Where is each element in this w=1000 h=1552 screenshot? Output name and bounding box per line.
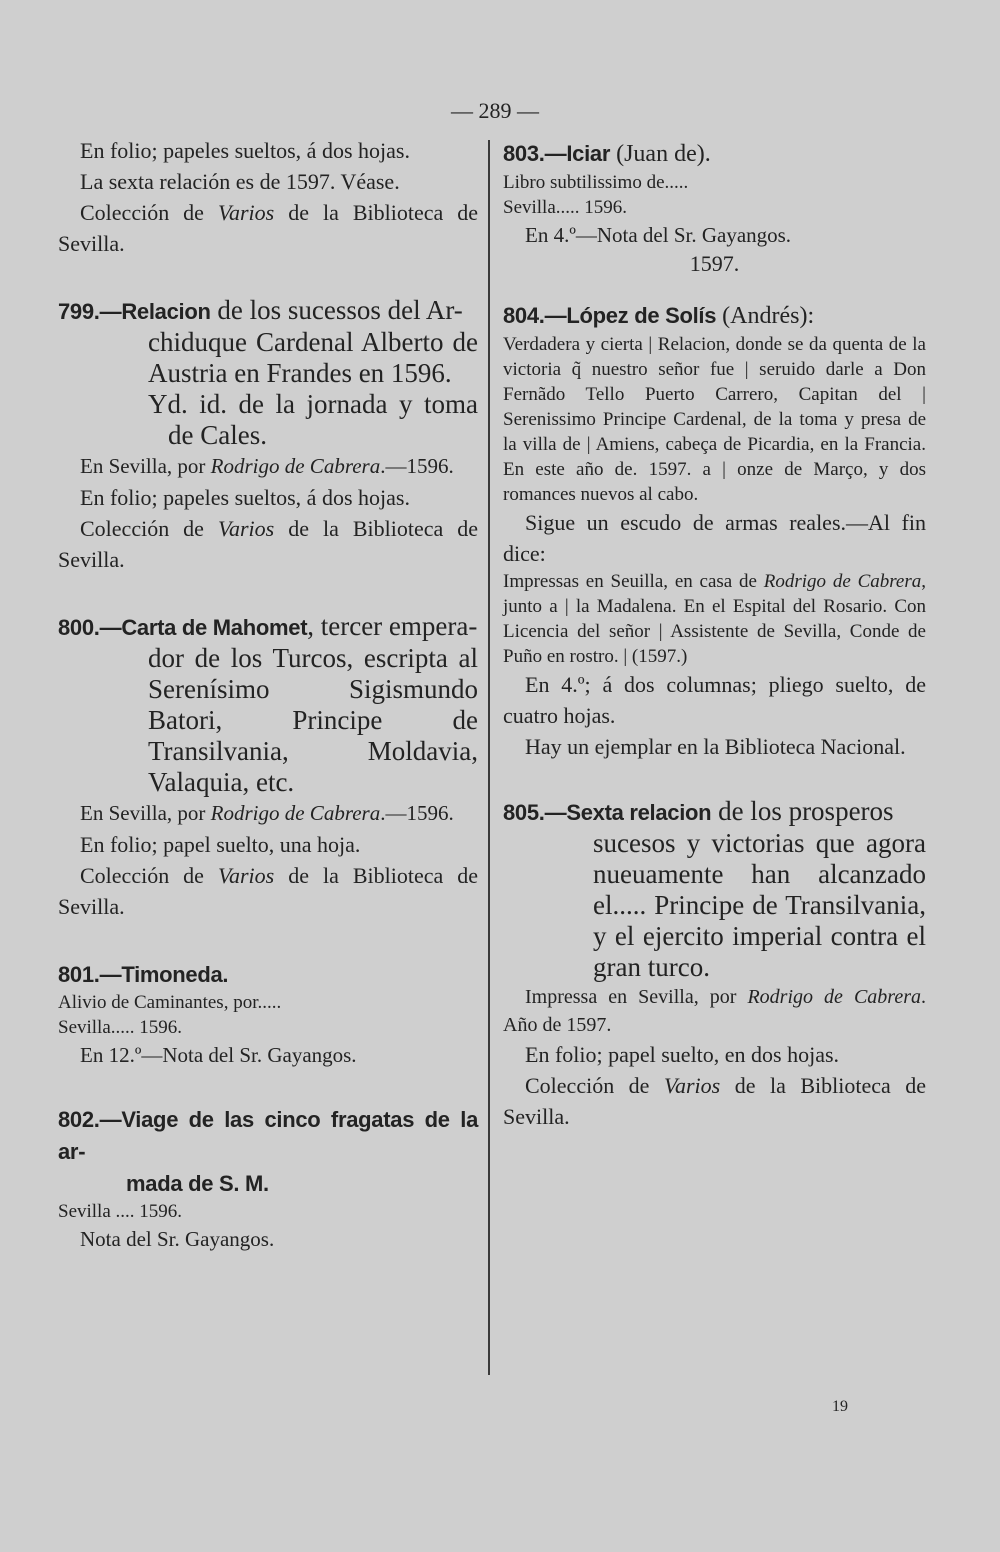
entry-804-heading: 804.—López de Solís (Andrés):	[503, 303, 815, 329]
entry-802-heading-cont: mada de S. M.	[126, 1171, 269, 1196]
top-format-line: En folio; papeles sueltos, á dos hojas.	[80, 138, 410, 163]
entry-800-format: En folio; papel suelto, una hoja.	[80, 832, 361, 857]
entry-804-description: Verdadera y cierta | Relacion, donde se da quenta de la victoria q̃ nuestro señor fue | seruido darle a Don Fernãdo Tello Puerto Carrero, Capitan del | Serenissimo Principe Cardenal, de la toma y presa de la villa de | Amiens, cabeça de Picardia, en la Francia. En este año de. 1597. a | onze de Março, y dos romances nuevos al cabo.	[503, 334, 926, 505]
entry-805-imprint: Impressa en Sevilla, por Rodrigo de Cabrera. Año de 1597.	[503, 986, 926, 1036]
entry-805-format: En folio; papel suelto, en dos hojas.	[525, 1042, 840, 1067]
top-coleccion-line: Colección de Varios de la Biblioteca de Sevilla.	[58, 200, 478, 256]
entry-799-format: En folio; papeles sueltos, á dos hojas.	[80, 485, 410, 510]
entry-801-line2: Sevilla..... 1596.	[58, 1017, 183, 1038]
entry-799-imprint: En Sevilla, por Rodrigo de Cabrera.—1596.	[80, 454, 454, 478]
entry-799-heading: 799.—Relacion de los sucessos del Ar-	[58, 295, 463, 325]
year-heading: 1597.	[689, 251, 740, 276]
signature-mark: 19	[832, 1398, 848, 1415]
entry-804-format: En 4.º; á dos columnas; pliego suelto, de cuatro hojas.	[503, 672, 926, 728]
entry-801-line1: Alivio de Caminantes, por.....	[58, 992, 282, 1013]
entry-803-note: En 4.º—Nota del Sr. Gayangos.	[525, 223, 792, 247]
top-relacion-line: La sexta relación es de 1597. Véase.	[80, 169, 400, 194]
entry-800-imprint: En Sevilla, por Rodrigo de Cabrera.—1596.	[80, 801, 454, 825]
entry-804-note: Sigue un escudo de armas reales.—Al fin dice:	[503, 510, 926, 566]
entry-800-title-rest: dor de los Turcos, escripta al Serenísimo Sigismundo Batori, Principe de Transilvania, Moldavia, Valaquia, etc.	[148, 643, 478, 797]
page-number: — 289 —	[451, 98, 539, 123]
entry-802-note: Nota del Sr. Gayangos.	[80, 1227, 275, 1251]
entry-804-colophon: Impressas en Seuilla, en casa de Rodrigo de Cabrera, junto a | la Madalena. En el Espital del Rosario. Con Licencia del señor | Assistente de Sevilla, Conde de Puño en rostro. | (1597.)	[503, 571, 927, 667]
entry-805-coleccion: Colección de Varios de la Biblioteca de Sevilla.	[503, 1073, 926, 1129]
entry-804	[503, 299, 926, 762]
entry-805-heading: 805.—Sexta relacion de los prosperos	[503, 796, 894, 826]
entry-802-heading: 802.—Viage de las cinco fragatas de la ar-	[58, 1107, 478, 1164]
entry-802-line1: Sevilla .... 1596.	[58, 1201, 183, 1222]
entry-801	[58, 958, 478, 1071]
entry-800	[58, 611, 478, 922]
entry-800-coleccion: Colección de Varios de la Biblioteca de Sevilla.	[58, 863, 478, 919]
entry-801-heading: 801.—Timoneda.	[58, 962, 229, 987]
left-column	[58, 135, 478, 1255]
entry-803-line1: Libro subtilissimo de.....	[503, 172, 689, 193]
entry-800-heading: 800.—Carta de Mahomet, tercer empera-	[58, 611, 478, 641]
entry-803-heading: 803.—Iciar (Juan de).	[503, 141, 711, 167]
entry-799-title2: Yd. id. de la jornada y toma de Cales.	[148, 389, 478, 450]
top-continuation	[58, 135, 478, 259]
entry-799-coleccion: Colección de Varios de la Biblioteca de Sevilla.	[58, 516, 478, 572]
column-divider	[488, 140, 490, 1375]
entry-803	[503, 137, 926, 251]
entry-803-line2: Sevilla..... 1596.	[503, 197, 628, 218]
entry-805	[503, 796, 926, 1132]
entry-802	[58, 1103, 478, 1255]
entry-804-ejemplar: Hay un ejemplar en la Biblioteca Nacional.	[525, 734, 906, 759]
entry-799	[58, 295, 478, 575]
right-column	[503, 135, 926, 1132]
entry-799-title-rest: chiduque Cardenal Alberto de Austria en Frandes en 1596.	[148, 327, 478, 388]
entry-801-note: En 12.º—Nota del Sr. Gayangos.	[80, 1043, 357, 1067]
entry-805-title-rest: sucesos y victorias que agora nueuamente han alcanzado el..... Principe de Transilvania, y el ejercito imperial contra el gran turco.	[593, 828, 926, 982]
